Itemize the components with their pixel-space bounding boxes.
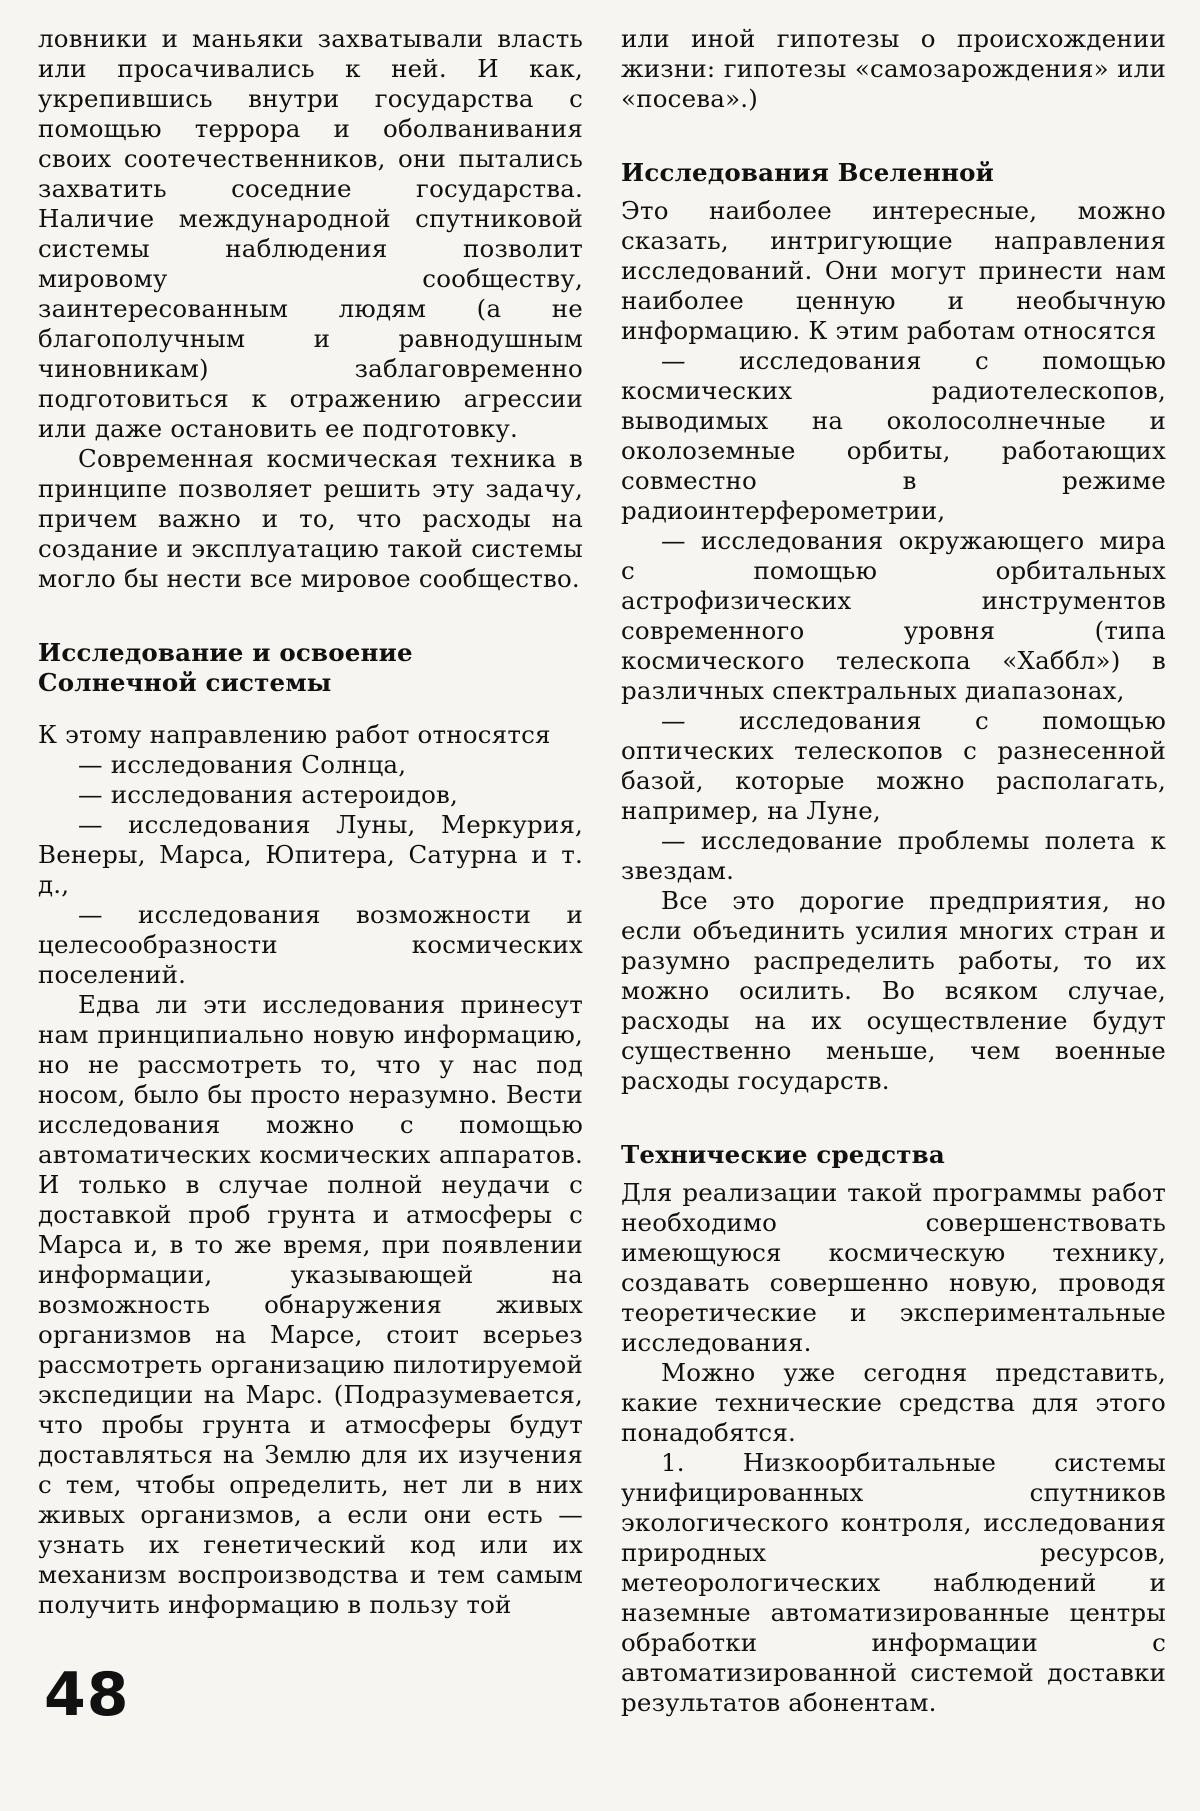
right-column	[621, 24, 1166, 1718]
paragraph: Все это дорогие предприятия, но если объединить усилия многих стран и разумно распределить работы, то их можно осилить. Во всяком случае, расходы на их осуществление будут существенно меньше, чем военные расходы государств.	[621, 886, 1166, 1095]
section-heading-line: Исследование и освоение	[38, 638, 413, 667]
list-item: — исследования Солнца,	[78, 750, 407, 779]
page-number: 48	[44, 1660, 130, 1730]
paragraph: ловники и маньяки захватывали власть или просачивались к ней. И как, укрепившись внутри государства с помощью террора и оболванивания своих соотечественников, они пытались захватить соседние государства. Наличие международной спутниковой системы наблюдения позволит мировому сообществу, заинтересованным людям (а не благополучным и равнодушным чиновникам) заблаговременно подготовиться к отражению агрессии или даже остановить ее подготовку.	[38, 24, 583, 443]
section-heading-solar-system	[38, 638, 583, 698]
list-item: — исследования Луны, Меркурия, Венеры, Марса, Юпитера, Сатурна и т. д.,	[38, 810, 583, 899]
paragraph: или иной гипотезы о происхождении жизни: гипотезы «самозарождения» или «посева».)	[621, 24, 1166, 113]
section-heading-universe: Исследования Вселенной	[621, 158, 995, 187]
paragraph: Можно уже сегодня представить, какие технические средства для этого понадобятся.	[621, 1358, 1166, 1447]
list-item: — исследования окружающего мира с помощью орбитальных астрофизических инструментов современного уровня (типа космического телескопа «Хаббл») в различных спектральных диапазонах,	[621, 526, 1166, 705]
paragraph: К этому направлению работ относятся	[38, 720, 551, 749]
section-heading-technical-means: Технические средства	[621, 1140, 945, 1169]
paragraph: 1. Низкоорбитальные системы унифицированных спутников экологического контроля, исследования природных ресурсов, метеорологических наблюдений и наземные автоматизированные центры обработки информации с автоматизированной системой доставки результатов абонентам.	[621, 1448, 1166, 1717]
section-heading-line: Солнечной системы	[38, 668, 332, 697]
left-column	[38, 24, 583, 1620]
list-item: — исследования с помощью оптических телескопов с разнесенной базой, которые можно располагать, например, на Луне,	[621, 706, 1166, 825]
list-item: — исследование проблемы полета к звездам.	[621, 826, 1166, 885]
list-item: — исследования возможности и целесообразности космических поселений.	[38, 900, 583, 989]
list-item: — исследования с помощью космических радиотелескопов, выводимых на околосолнечные и околоземные орбиты, работающих совместно в режиме радиоинтерферометрии,	[621, 346, 1166, 525]
paragraph: Это наиболее интересные, можно сказать, интригующие направления исследований. Они могут принести нам наиболее ценную и необычную информацию. К этим работам относятся	[621, 196, 1166, 345]
paragraph: Едва ли эти исследования принесут нам принципиально новую информацию, но не рассмотреть то, что у нас под носом, было бы просто неразумно. Вести исследования можно с помощью автоматических космических аппаратов. И только в случае полной неудачи с доставкой проб грунта и атмосферы с Марса и, в то же время, при появлении информации, указывающей на возможность обнаружения живых организмов на Марсе, стоит всерьез рассмотреть организацию пилотируемой экспедиции на Марс. (Подразумевается, что пробы грунта и атмосферы будут доставляться на Землю для их изучения с тем, чтобы определить, нет ли в них живых организмов, а если они есть — узнать их генетический код или их механизм воспроизводства и тем самым получить информацию в пользу той	[38, 990, 583, 1619]
list-item: — исследования астероидов,	[78, 780, 459, 809]
paragraph: Для реализации такой программы работ необходимо совершенствовать имеющуюся космическую технику, создавать совершенно новую, проводя теоретические и экспериментальные исследования.	[621, 1178, 1166, 1357]
paragraph: Современная космическая техника в принципе позволяет решить эту задачу, причем важно и то, что расходы на создание и эксплуатацию такой системы могло бы нести все мировое сообщество.	[38, 444, 583, 593]
